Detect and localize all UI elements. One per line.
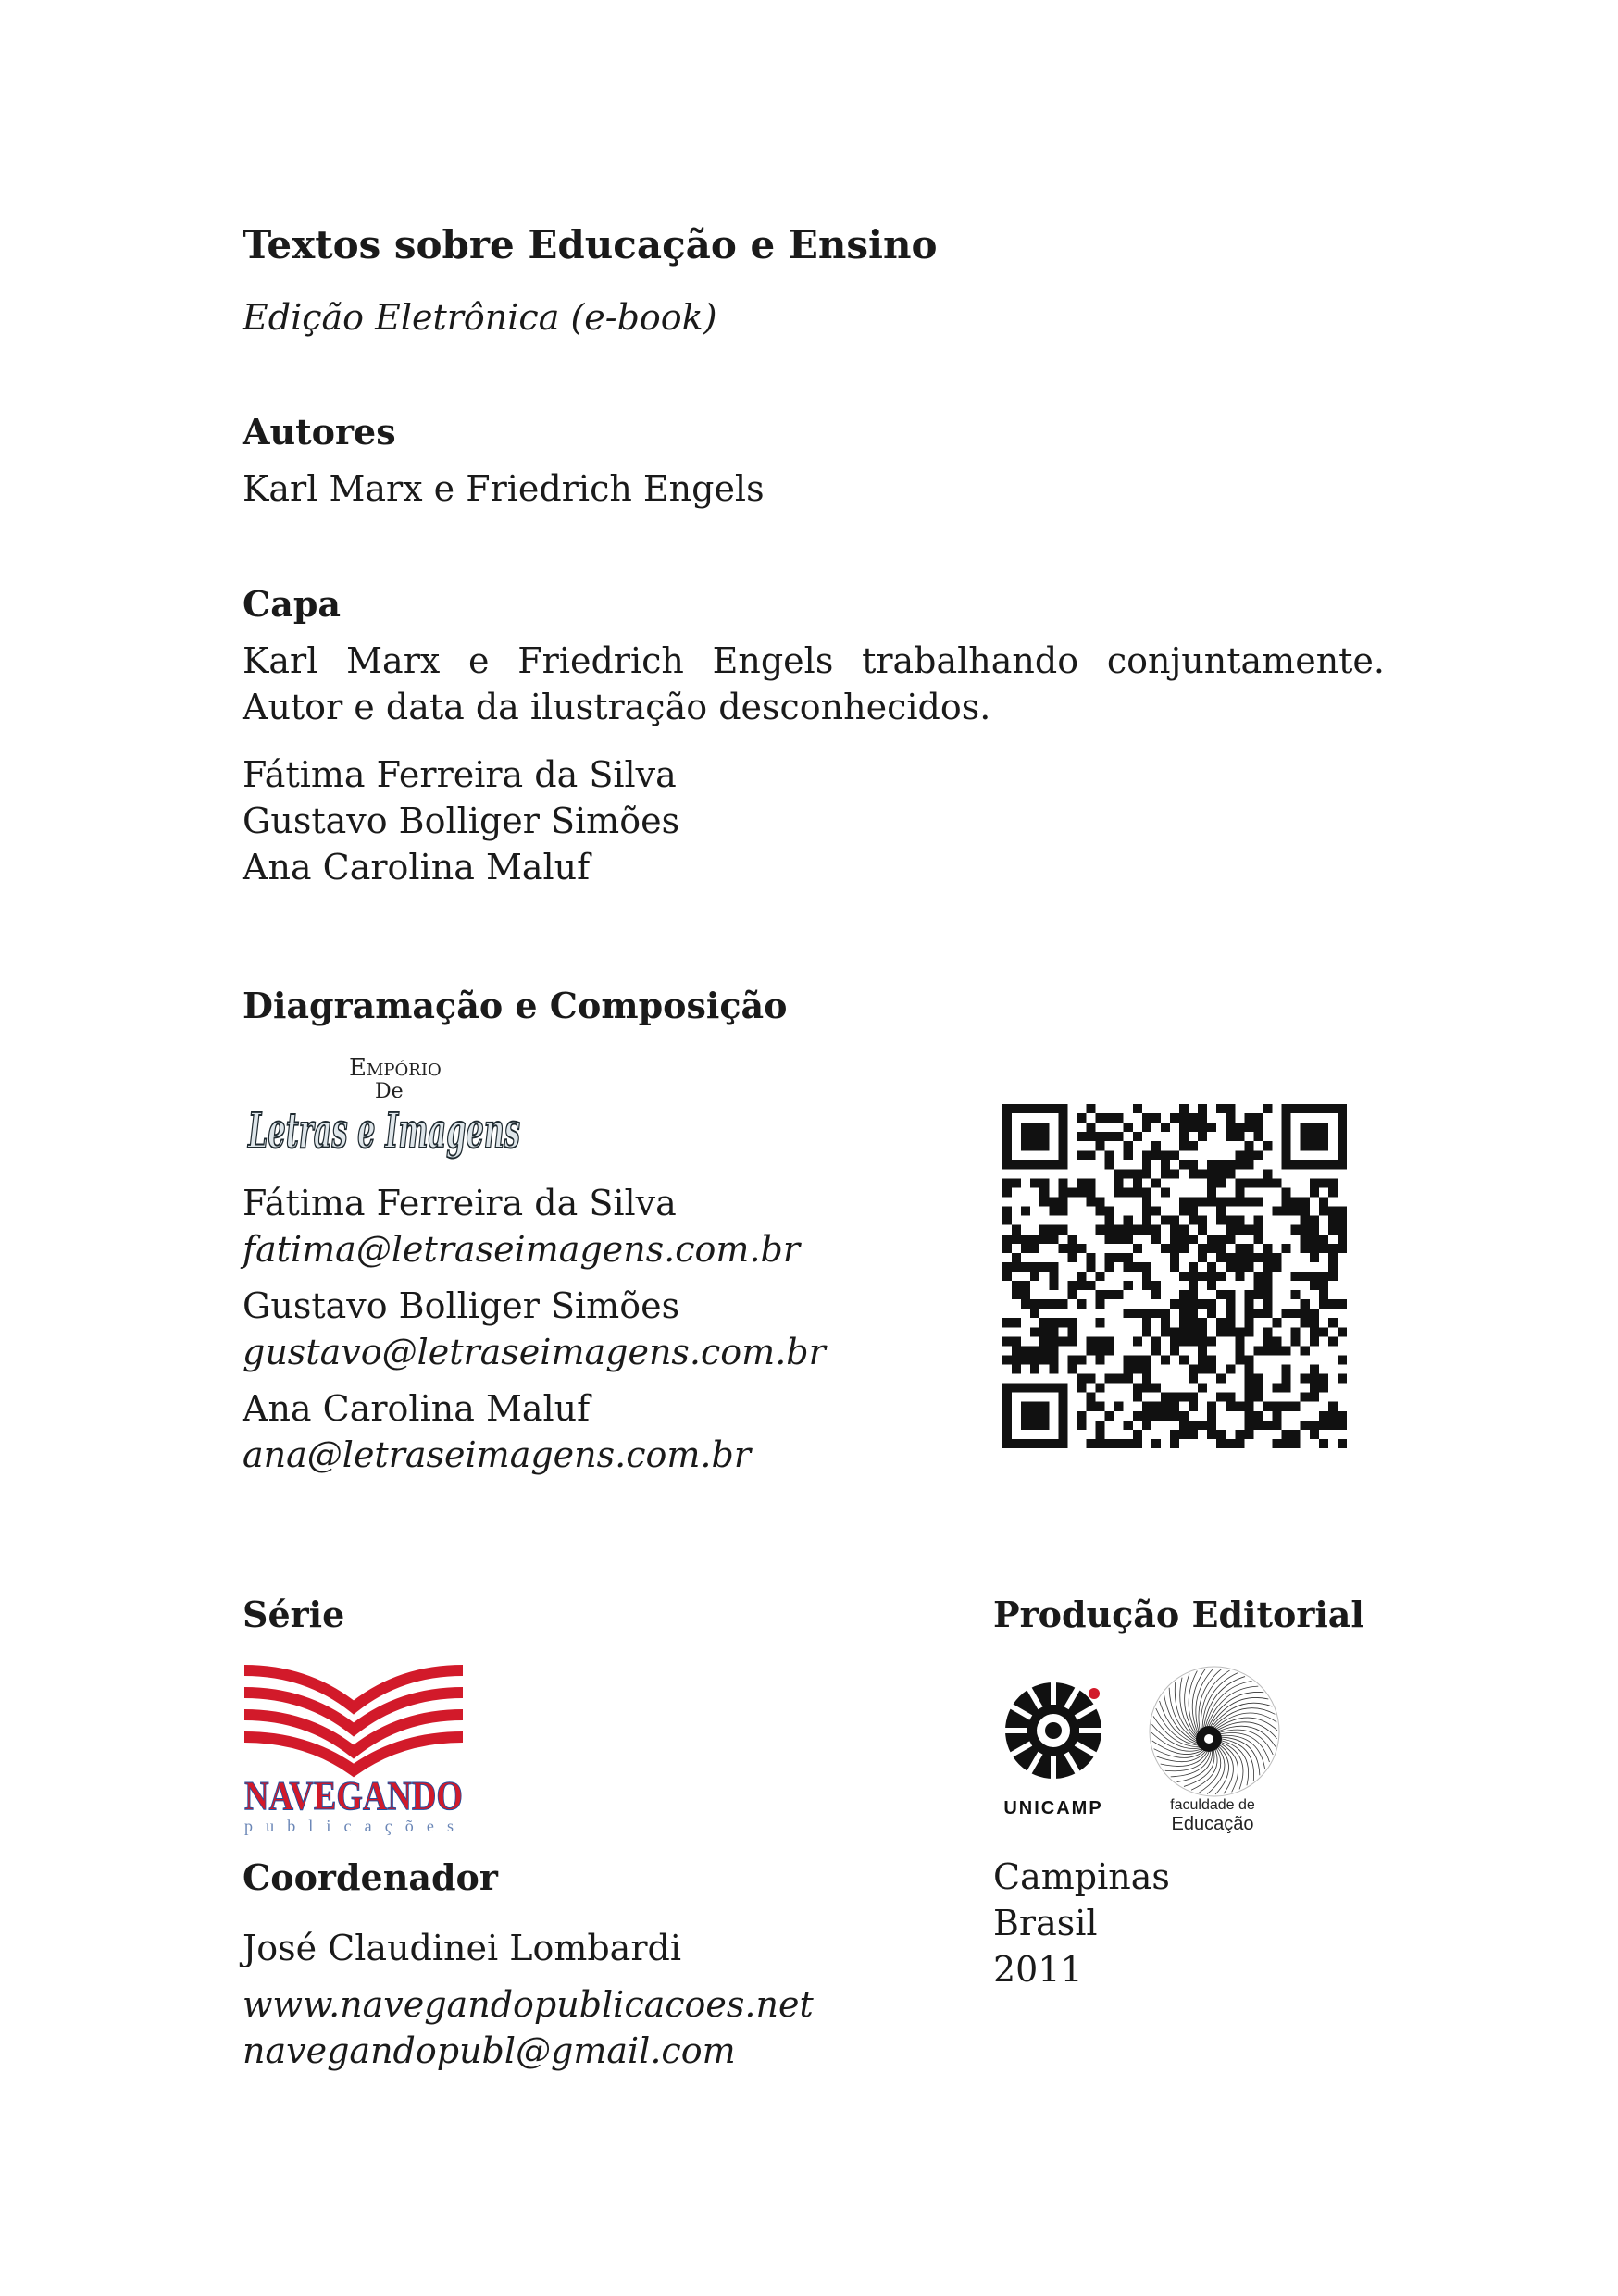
contact-email: ana@letraseimagens.com.br bbox=[243, 1434, 751, 1475]
authors-names: Karl Marx e Friedrich Engels bbox=[243, 468, 765, 509]
contact-email: fatima@letraseimagens.com.br bbox=[243, 1229, 801, 1270]
production-place: Campinas bbox=[993, 1856, 1170, 1897]
logo-line-2: De bbox=[375, 1080, 404, 1103]
contact-name: Fátima Ferreira da Silva bbox=[243, 1183, 677, 1223]
faculty-label-1: faculdade de bbox=[1170, 1797, 1255, 1813]
faculdade-educacao-logo bbox=[1139, 1661, 1287, 1837]
cover-person: Fátima Ferreira da Silva bbox=[243, 754, 677, 795]
edition-label: Edição Eletrônica (e-book) bbox=[243, 297, 717, 338]
logo-line-3: Letras e Imagens bbox=[246, 1103, 520, 1160]
cover-person: Gustavo Bolliger Simões bbox=[243, 800, 680, 841]
production-place: Brasil bbox=[993, 1903, 1098, 1943]
contact-email: gustavo@letraseimagens.com.br bbox=[243, 1332, 826, 1372]
navegando-name: NAVEGANDO bbox=[244, 1773, 463, 1818]
production-heading: Produção Editorial bbox=[993, 1594, 1364, 1635]
cover-description: Karl Marx e Friedrich Engels trabalhando conjuntamente. Autor e data da ilustração desconhecidos. bbox=[243, 640, 1385, 727]
unicamp-logo bbox=[989, 1666, 1127, 1832]
production-year: 2011 bbox=[993, 1949, 1083, 1990]
coordinator-heading: Coordenador bbox=[243, 1856, 498, 1898]
authors-heading: Autores bbox=[243, 411, 396, 453]
series-heading: Série bbox=[243, 1594, 345, 1635]
unicamp-label: UNICAMP bbox=[1003, 1798, 1103, 1818]
layout-heading: Diagramação e Composição bbox=[243, 985, 788, 1026]
contact-name: Ana Carolina Maluf bbox=[243, 1388, 591, 1429]
cover-person: Ana Carolina Maluf bbox=[243, 847, 591, 887]
coordinator-website[interactable]: www.navegandopublicacoes.net bbox=[243, 1984, 814, 2025]
contact-name: Gustavo Bolliger Simões bbox=[243, 1285, 680, 1326]
coordinator-name: José Claudinei Lombardi bbox=[243, 1928, 681, 1968]
navegando-sub: publicações bbox=[244, 1817, 463, 1835]
faculty-label-2: Educação bbox=[1171, 1814, 1254, 1834]
qr-code-icon bbox=[1002, 1104, 1347, 1448]
navegando-logo bbox=[243, 1661, 465, 1837]
logo-line-1: Empório bbox=[349, 1054, 442, 1082]
emporio-letras-imagens-logo bbox=[243, 1046, 529, 1162]
book-title: Textos sobre Educação e Ensino bbox=[243, 222, 938, 267]
coordinator-email[interactable]: navegandopubl@gmail.com bbox=[243, 2030, 736, 2071]
cover-heading: Capa bbox=[243, 583, 342, 625]
